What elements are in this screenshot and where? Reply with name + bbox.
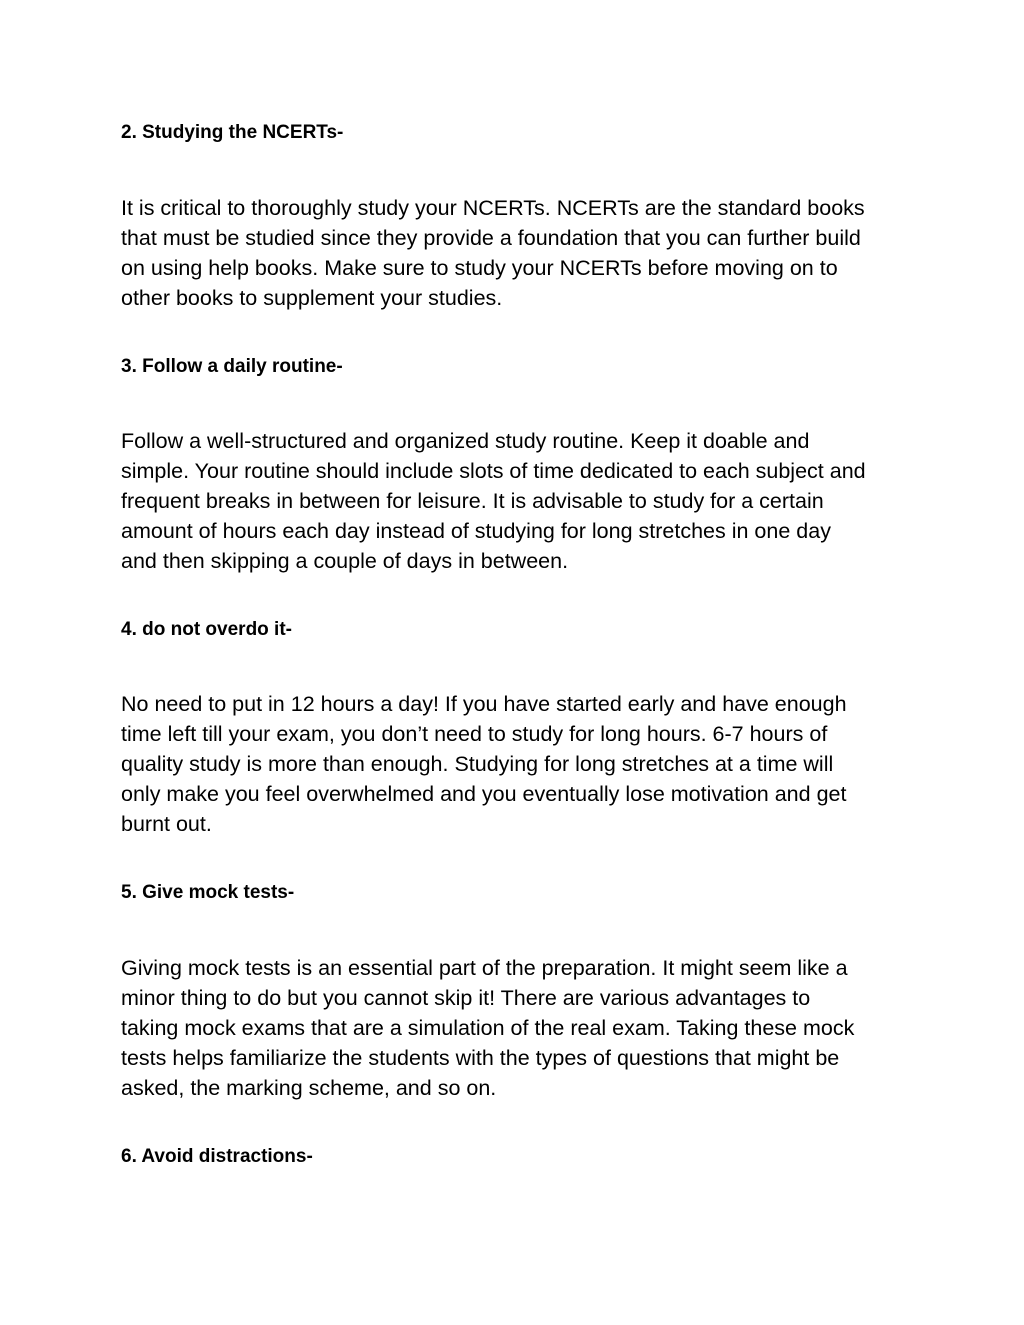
- paragraph-line: Follow a well-structured and organized study routine. Keep it doable and: [121, 429, 810, 453]
- paragraph-line: other books to supplement your studies.: [121, 286, 503, 310]
- section-heading-do-not-overdo: 4. do not overdo it-: [121, 619, 292, 640]
- paragraph-line: time left till your exam, you don’t need to study for long hours. 6-7 hours of: [121, 722, 828, 746]
- paragraph-line: asked, the marking scheme, and so on.: [121, 1076, 497, 1100]
- section-paragraph-studying-ncerts: [121, 193, 921, 313]
- section-paragraph-daily-routine: [121, 426, 921, 576]
- section-paragraph-mock-tests: [121, 953, 921, 1103]
- paragraph-line: frequent breaks in between for leisure. It is advisable to study for a certain: [121, 489, 824, 513]
- paragraph-line: on using help books. Make sure to study your NCERTs before moving on to: [121, 256, 838, 280]
- section-paragraph-do-not-overdo: [121, 689, 921, 839]
- paragraph-line: No need to put in 12 hours a day! If you have started early and have enough: [121, 692, 847, 716]
- paragraph-line: burnt out.: [121, 812, 212, 836]
- paragraph-line: Giving mock tests is an essential part of the preparation. It might seem like a: [121, 956, 848, 980]
- paragraph-line: and then skipping a couple of days in between.: [121, 549, 569, 573]
- paragraph-line: tests helps familiarize the students with the types of questions that might be: [121, 1046, 840, 1070]
- paragraph-line: simple. Your routine should include slots of time dedicated to each subject and: [121, 459, 866, 483]
- paragraph-line: taking mock exams that are a simulation of the real exam. Taking these mock: [121, 1016, 855, 1040]
- section-heading-mock-tests: 5. Give mock tests-: [121, 882, 295, 903]
- paragraph-line: that must be studied since they provide a foundation that you can further build: [121, 226, 861, 250]
- paragraph-line: quality study is more than enough. Studying for long stretches at a time will: [121, 752, 834, 776]
- section-heading-avoid-distractions: 6. Avoid distractions-: [121, 1146, 313, 1167]
- paragraph-line: minor thing to do but you cannot skip it! There are various advantages to: [121, 986, 811, 1010]
- section-heading-studying-ncerts: 2. Studying the NCERTs-: [121, 122, 344, 143]
- paragraph-line: It is critical to thoroughly study your NCERTs. NCERTs are the standard books: [121, 196, 865, 220]
- paragraph-line: amount of hours each day instead of studying for long stretches in one day: [121, 519, 831, 543]
- paragraph-line: only make you feel overwhelmed and you eventually lose motivation and get: [121, 782, 847, 806]
- section-heading-daily-routine: 3. Follow a daily routine-: [121, 356, 343, 377]
